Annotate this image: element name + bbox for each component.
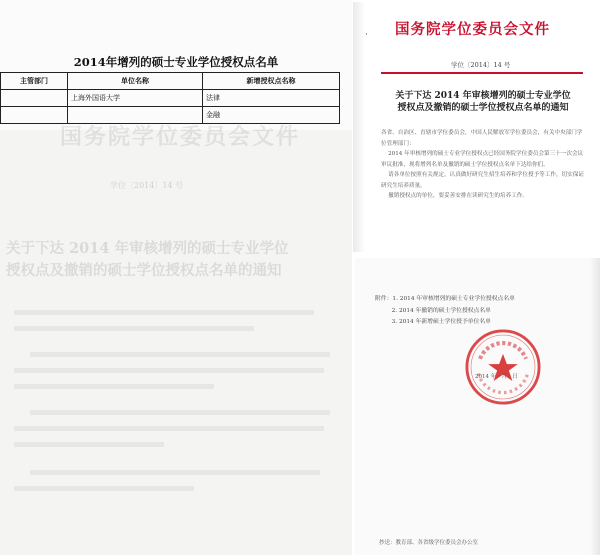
show-through-line [14,310,314,315]
table-cell: 金融 [203,107,340,124]
notice-body: 各省、自治区、直辖市学位委员会，中国人民解放军学位委员会，有关中央部门学位管理部门： 2014 年审核增列的硕士专业学位授权点已经国务院学位委员会第三十一次会议审议批准，现将增列名单及撤销的硕士学位授权点名单下达给你们。 请各单位按照有关规定，认真做好研究生招生培养和学位授予等工作，切实保证研究生培养质量。 撤销授权点的单位，要妥善安排在读研究生的培养工作。 [381,130,584,199]
document-header: 国务院学位委员会文件 [395,21,550,38]
table-cell: 法律 [203,90,340,107]
page-fold-shadow [353,2,365,252]
annex-list: 附件：1. 2014 年审核增列的硕士专业学位授权点名单 2. 2014 年撤销的硕士学位授权点名单 3. 2014 年新增硕士学位授予单位名单 [375,296,515,325]
notice-title [383,90,583,114]
table-cell [1,90,68,107]
show-through-title-line: 关于下达 2014 年审核增列的硕士专业学位 [6,240,289,257]
page-fold-shadow [590,258,600,555]
red-divider [381,72,583,74]
annex-page [355,258,600,555]
show-through-line [30,352,330,357]
show-through-line [14,368,324,373]
show-through-title [6,238,346,282]
show-through-header: 国务院学位委员会文件 [59,124,300,150]
column-header-department: 主管部门 [1,73,68,90]
show-through-line [14,442,164,447]
cc-line: 抄送：教育部、各省级学位委员会办公室 [379,540,479,546]
list-title: 2014年增列的硕士专业学位授权点名单 [73,55,279,69]
authorization-table [0,72,340,124]
column-header-unit-name: 单位名称 [68,73,203,90]
show-through-line [30,470,320,475]
column-header-new-point: 新增授权点名称 [203,73,340,90]
show-through-line [14,384,214,389]
notice-title-line: 关于下达 2014 年审核增列的硕士专业学位 [395,91,571,101]
table-row [1,90,340,107]
show-through-line [14,486,194,491]
margin-mark: · [365,30,368,40]
document-number: 学位〔2014〕14 号 [451,61,511,69]
show-through-doc-number: 学位〔2014〕14 号 [110,181,184,190]
notice-document [353,2,600,252]
show-through-title-line: 授权点及撤销的硕士学位授权点名单的通知 [6,262,282,279]
table-cell: 上海外国语大学 [68,90,203,107]
official-seal-icon [462,326,544,408]
notice-title-line: 授权点及撤销的硕士学位授权点名单的通知 [397,103,569,113]
table-header-row [1,73,340,90]
seal-date: 2014 年 · 月 · 日 [475,374,518,380]
show-through-line [30,410,330,415]
show-through-line [14,426,324,431]
show-through-line [14,326,254,331]
